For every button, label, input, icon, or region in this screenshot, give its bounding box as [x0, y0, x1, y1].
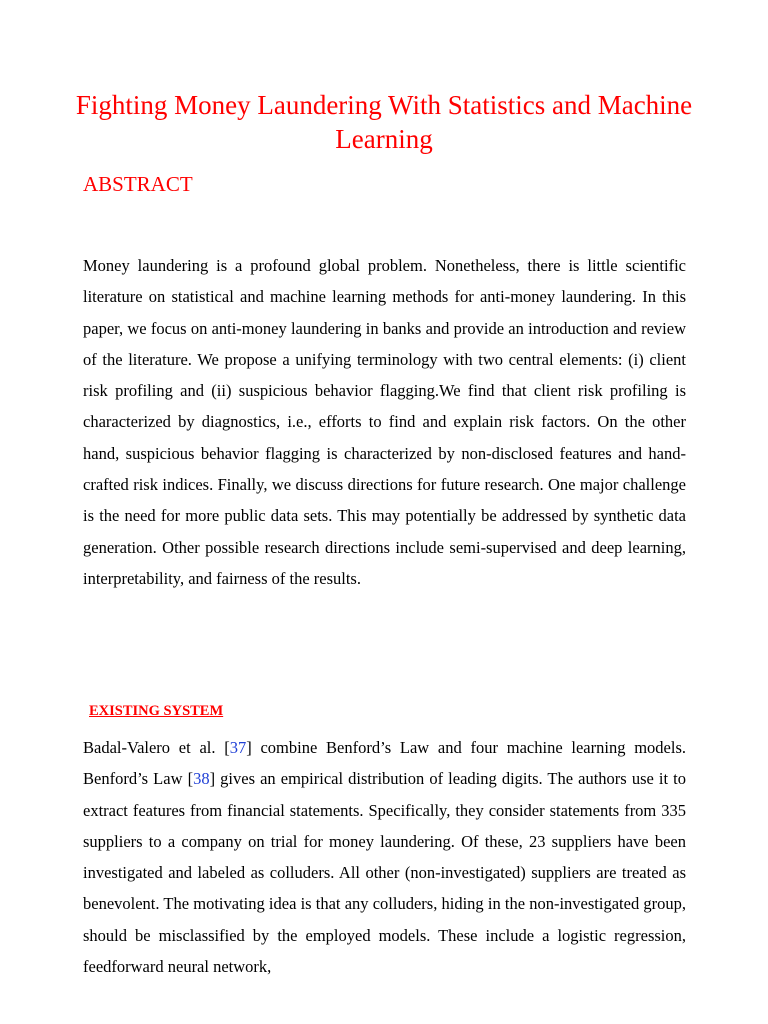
existing-text-part-2: ] combine Benford’s Law and four machine learning models. Benford’s Law [ — [83, 738, 686, 789]
abstract-paragraph: Money laundering is a profound global problem. Nonetheless, there is little scientific literature on statistical and machine learning methods for anti-money laundering. In this paper, we focus on anti-money laundering in banks and provide an introduction and review of the literature. We propose a unifying terminology with two central elements: (i) client risk profiling and (ii) suspicious behavior flagging.We find that client risk profiling is characterized by diagnostics, i.e., efforts to find and explain risk factors. On the other hand, suspicious behavior flagging is characterized by non-disclosed features and hand-crafted risk indices. Finally, we discuss directions for future research. One major challenge is the need for more public data sets. This may potentially be addressed by synthetic data generation. Other possible research directions include semi-supervised and deep learning, interpretability, and fairness of the results. — [83, 256, 686, 588]
existing-text-part-3: ] gives an empirical distribution of leading digits. The authors use it to extract features from financial statements. Specifically, they consider statements from 335 suppliers to a company on trial for money laundering. Of these, 23 suppliers have been investigated and labeled as colluders. All other (non-investigated) suppliers are treated as benevolent. The motivating idea is that any colluders, hiding in the non-investigated group, should be misclassified by the employed models. These include a logistic regression, feedforward neural network, — [83, 769, 686, 977]
existing-text-part-1: Badal-Valero et al. [ — [83, 738, 230, 757]
existing-system-heading: EXISTING SYSTEM — [89, 703, 224, 719]
citation-link-37[interactable]: 37 — [229, 738, 247, 757]
existing-system-paragraph — [83, 732, 686, 982]
page-title: Fighting Money Laundering With Statistics and Machine Learning — [75, 90, 693, 154]
abstract-heading: ABSTRACT — [83, 172, 193, 196]
citation-link-38[interactable]: 38 — [193, 769, 210, 789]
